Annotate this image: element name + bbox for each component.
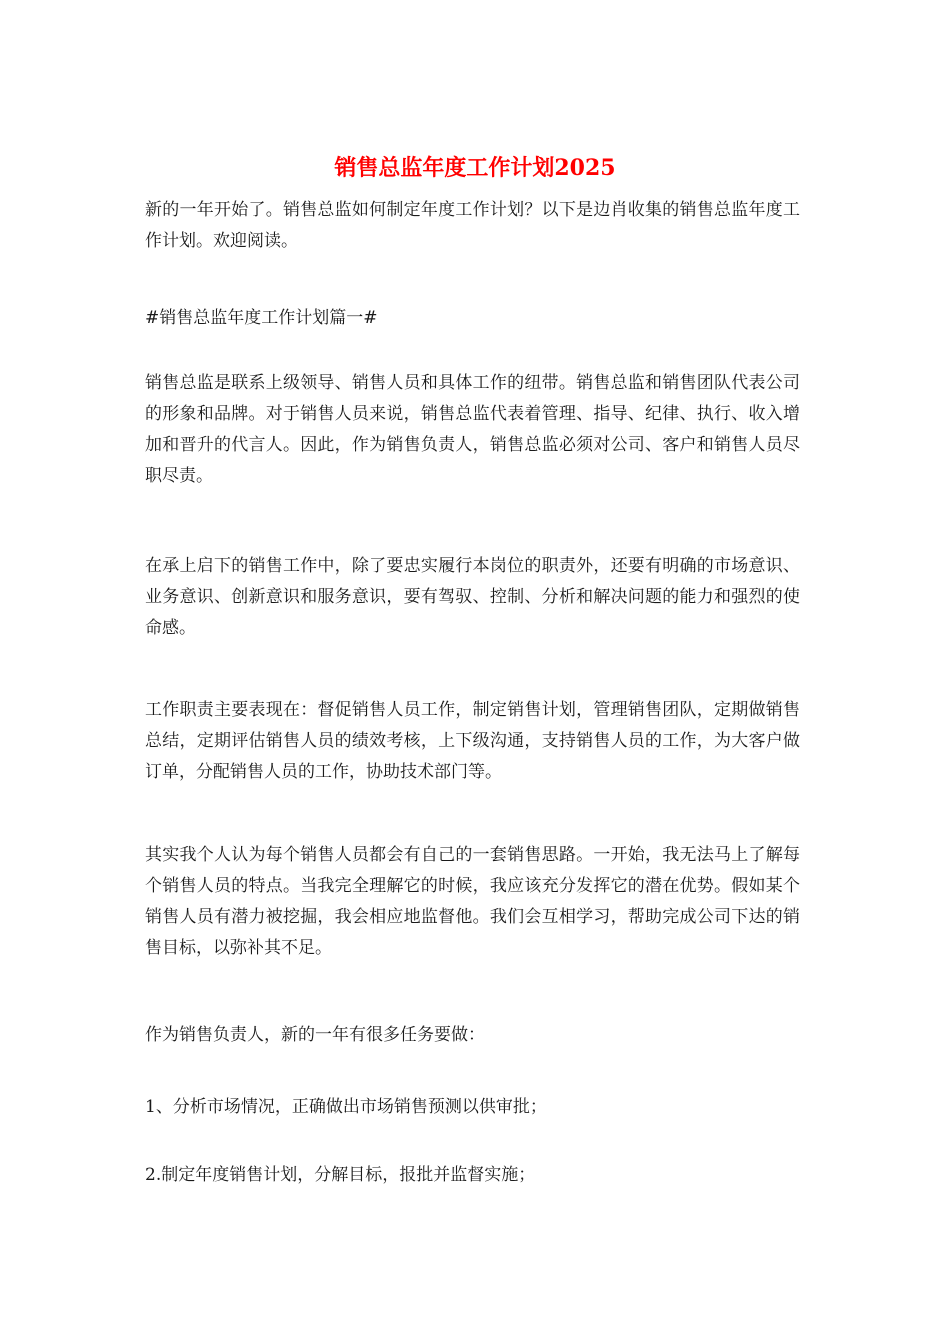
section-heading: #销售总监年度工作计划篇一# xyxy=(145,308,378,328)
list-item-1: 1、分析市场情况，正确做出市场销售预测以供审批； xyxy=(145,1097,547,1117)
paragraph-tasks-intro: 作为销售负责人，新的一年有很多任务要做： xyxy=(145,1025,485,1045)
document-title: 销售总监年度工作计划2025 xyxy=(334,155,616,181)
paragraph-personal-view: 其实我个人认为每个销售人员都会有自己的一套销售思路。一开始，我无法马上了解每个销售人员的特点。当我完全理解它的时候，我应该充分发挥它的潜在优势。假如某个销售人员有潜力被挖掘，我会相应地监督他。我们会互相学习，帮助完成公司下达的销售目标，以弥补其不足。 xyxy=(145,845,800,958)
paragraph-duties: 工作职责主要表现在：督促销售人员工作，制定销售计划，管理销售团队，定期做销售总结，定期评估销售人员的绩效考核，上下级沟通，支持销售人员的工作，为大客户做订单，分配销售人员的工作，协助技术部门等。 xyxy=(145,700,800,782)
intro-paragraph: 新的一年开始了。销售总监如何制定年度工作计划？以下是边肖收集的销售总监年度工作计划。欢迎阅读。 xyxy=(145,200,800,251)
list-item-2: 2.制定年度销售计划，分解目标，报批并监督实施； xyxy=(145,1165,536,1185)
paragraph-awareness: 在承上启下的销售工作中，除了要忠实履行本岗位的职责外，还要有明确的市场意识、业务意识、创新意识和服务意识，要有驾驭、控制、分析和解决问题的能力和强烈的使命感。 xyxy=(145,556,800,638)
paragraph-role: 销售总监是联系上级领导、销售人员和具体工作的纽带。销售总监和销售团队代表公司的形象和品牌。对于销售人员来说，销售总监代表着管理、指导、纪律、执行、收入增加和晋升的代言人。因此，作为销售负责人，销售总监必须对公司、客户和销售人员尽职尽责。 xyxy=(145,373,800,486)
